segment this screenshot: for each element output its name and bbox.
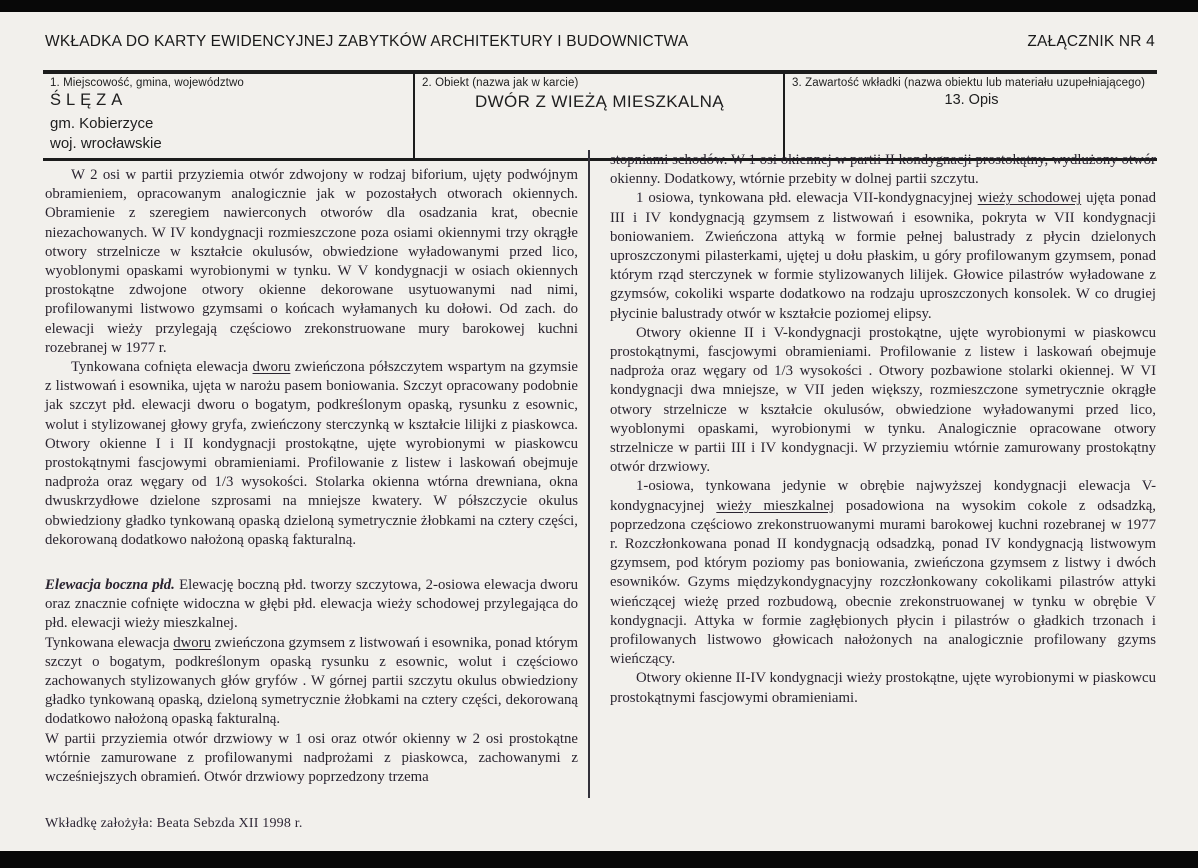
paragraph bbox=[610, 324, 1156, 478]
location-commune: gm. Kobierzyce bbox=[50, 115, 154, 132]
text-segment: 1 osiowa, tynkowana płd. elewacja VII-kondygnacyjnej bbox=[636, 190, 978, 207]
cell-object bbox=[413, 74, 783, 158]
text-segment: Tynkowana elewacja bbox=[45, 634, 174, 651]
text-segment: Otwory okienne II i V-kondygnacji prostokątne, ujęte wyrobionymi w piaskowcu prostokątnymi, fascjowymi obramieniami. Profilowanie z listew i laskowań obejmuje nadproża oraz węgary od 1/3 wysokości . Otwory pozbawione stolarki okiennej. W VI kondygnacji dwa mniejsze, w VII jeden większy, rozmieszczone symetrycznie okrągłe otwory strzelnicze w kształcie okulusów, obwiedzione wyładowanymi przed lico, wyoblonymi opaskami, wyrobionymi w tynku. Analogicznie opracowane otwory strzelnicze w partii III i IV kondygnacji. W przyziemiu wtórnie zamurowany prostokątny otwór drzwiowy. bbox=[610, 324, 1156, 476]
contents-value: 13. Opis bbox=[944, 92, 999, 108]
paragraph bbox=[610, 477, 1156, 669]
text-segment: ujęta ponad III i IV kondygnacją gzymsem z listwowań i esownika, pokryta w VII kondygnacji boniowaniem. Zwieńczona attyką w formie pełnej balustrady z płycin dzielonych uproszczonymi pilasterkami, ujętej u dołu płaskim, u góry profilowanym gzymsem, ponad którym rząd sterczynek w formie stylizowanych lilijek. Głowice pilastrów wyładowane z gzymsów, cokoliki wsparte dodatkowo na rodzaju uproszczonych konsolek. W co drugiej płycinie balustrady otwór w kształcie poziomej elipsy. bbox=[610, 190, 1156, 322]
paragraph bbox=[45, 730, 578, 788]
text-segment: 1-osiowa, tynkowana jedynie w obrębie najwyższej kondygnacji elewacja V-kondygnacyjnej bbox=[610, 478, 1156, 514]
cell-location bbox=[43, 74, 413, 158]
document-page bbox=[0, 12, 1198, 851]
contents-label: 3. Zawartość wkładki (nazwa obiektu lub materiału uzupełniającego) bbox=[792, 77, 1146, 89]
text-segment: zwieńczona półszczytem wspartym na gzymsie z listwowań i esownika, ujęta w narożu pasem boniowania. Szczyt opracowany podobnie jak szczyt płd. elewacji dworu o bogatym, podkreślonym opaską, rysunku z esownic, wolut i stylizowanej głowy gryfa, zwieńczony sterczynką w kształcie lilijki z piaskowca. Otwory okienne I i II kondygnacji prostokątne, ujęte wyrobionymi w piaskowcu prostokątnymi fascjowymi obramieniami. Profilowanie z listew i laskowań obejmuje nadproża oraz węgary od 1/3 wysokości. Stolarka okienna wtórna drewniana, okna dwuskrzydłowe dzielone szprosami na mniejsze kwatery. W półszczycie okulus obwiedziony gładko tynkowaną opaską dzieloną symetrycznie żłobkami na cztery części, dekorowaną dodatkowo nałożoną opaską fakturalną. bbox=[45, 359, 578, 548]
text-column-left bbox=[45, 166, 578, 787]
scan-edge-top bbox=[0, 0, 1198, 12]
column-divider bbox=[588, 150, 590, 798]
page-header bbox=[45, 33, 1155, 51]
cell-contents bbox=[783, 74, 1157, 158]
scan-edge-bottom bbox=[0, 851, 1198, 868]
paragraph bbox=[45, 358, 578, 550]
object-name: DWÓR Z WIEŻĄ MIESZKALNĄ bbox=[474, 92, 725, 111]
paragraph bbox=[45, 576, 578, 634]
location-name: ŚLĘZA bbox=[50, 91, 128, 109]
location-voivodeship: woj. wrocławskie bbox=[50, 135, 162, 152]
text-column-right bbox=[610, 151, 1156, 708]
paragraph bbox=[45, 166, 578, 358]
text-segment: Tynkowana cofnięta elewacja bbox=[71, 359, 253, 376]
document-title: WKŁADKA DO KARTY EWIDENCYJNEJ ZABYTKÓW ARCHITEKTURY I BUDOWNICTWA bbox=[45, 33, 689, 50]
attachment-number: ZAŁĄCZNIK NR 4 bbox=[1027, 33, 1155, 50]
paragraph bbox=[45, 634, 578, 730]
text-segment: W partii przyziemia otwór drzwiowy w 1 osi oraz otwór okienny w 2 osi prostokątne wtórnie zamurowane z profilowanymi nadprożami z piaskowca, zachowanymi z wcześniejszych obramień. Otwór drzwiowy poprzedzony trzema bbox=[45, 730, 578, 786]
text-segment: zwieńczona gzymsem z listwowań i esownika, ponad którym szczyt o bogatym, podkreślonym opaską rysunku z esownic, wolut i częściowo zachowanych stylizowanych głów gryfów . W górnej partii szczytu okulus obwiedziony gładko tynkowaną opaską, dzieloną symetrycznie żłobkami na cztery części, dekorowaną dodatkowo nałożoną opaską fakturalną. bbox=[45, 634, 578, 728]
text-segment: Otwory okienne II-IV kondygnacji wieży prostokątne, ujęte wyrobionymi w piaskowcu prostokątnymi fascjowymi obramieniami. bbox=[610, 670, 1156, 706]
text-segment: Elewacja boczna płd. bbox=[45, 577, 175, 594]
paragraph bbox=[610, 151, 1156, 189]
location-label: 1. Miejscowość, gmina, województwo bbox=[50, 77, 244, 89]
text-segment: stopniami schodów. W 1 osi okiennej w partii II kondygnacji prostokątny, wydłużony otwór okienny. Dodatkowy, wtórnie przebity w dolnej partii szczytu. bbox=[610, 152, 1156, 188]
text-segment: dworu bbox=[173, 634, 211, 651]
text-segment: dworu bbox=[252, 359, 291, 376]
info-table bbox=[43, 70, 1157, 161]
object-label: 2. Obiekt (nazwa jak w karcie) bbox=[422, 77, 579, 89]
paragraph bbox=[610, 669, 1156, 707]
text-segment: wieży schodowej bbox=[977, 190, 1082, 207]
footer-note: Wkładkę założyła: Beata Sebzda XII 1998 r. bbox=[45, 816, 303, 831]
text-segment: W 2 osi w partii przyziemia otwór zdwojony w rodzaj biforium, ujęty podwójnym obramieniem, opracowanym analogicznie jak w pozostałych otworach okiennych. Obramienie z szeregiem nawierconych otworów dla osadzania krat, obecnie niezachowanych. W IV kondygnacji rozmieszczone poza osiami okiennymi trzy okrągłe otwory strzelnicze w kształcie okulusów, obwiedzione wyładowanymi przed lico, wyoblonymi opaskami wyrobionymi w tynku. W V kondygnacji w osiach okiennych prostokątne zdwojone otwory okienne dekorowane usytuowanymi nad nimi, profilowanymi listwowo gzymsami o końcach wyłamanych ku dołowi. Od zach. do elewacji wieży przylegają częściowo zrekonstruowane mury barokowej kuchni rozebranej w 1977 r. bbox=[45, 167, 578, 356]
text-segment: Elewację boczną płd. tworzy szczytowa, 2-osiowa elewacja dworu oraz znacznie cofnięte widoczna w głębi płd. elewacja wieży schodowej przylegająca do płd. elewacji wieży mieszkalnej. bbox=[45, 577, 578, 632]
text-segment: wieży mieszkalnej bbox=[716, 497, 835, 514]
text-segment: posadowiona na wysokim cokole z odsadzką, poprzedzona częściowo zrekonstruowanymi murami barokowej kuchni rozebranej w 1977 r. Rozczłonkowana ponad II kondygnacją odsadzką, ponad IV kondygnacją listwowym gzymsem, pod którym poziomy pas boniowania, zwieńczona gzymsem z listwy i dwóch esowników. Gzyms międzykondygnacyjny rozczłonkowany cokolikami pilastrów attyki wieńczącej wieżę przed rozbudową, obecnie zrekonstruowanej w tynku w obrębie V kondygnacji. Attyka w formie zagłębionych płycin i pilastrów o gładkich trzonach i profilowanych listwowo głowicach nałożonych na analogicznie profilowany gzyms wieńczący. bbox=[610, 497, 1156, 668]
paragraph bbox=[610, 189, 1156, 323]
